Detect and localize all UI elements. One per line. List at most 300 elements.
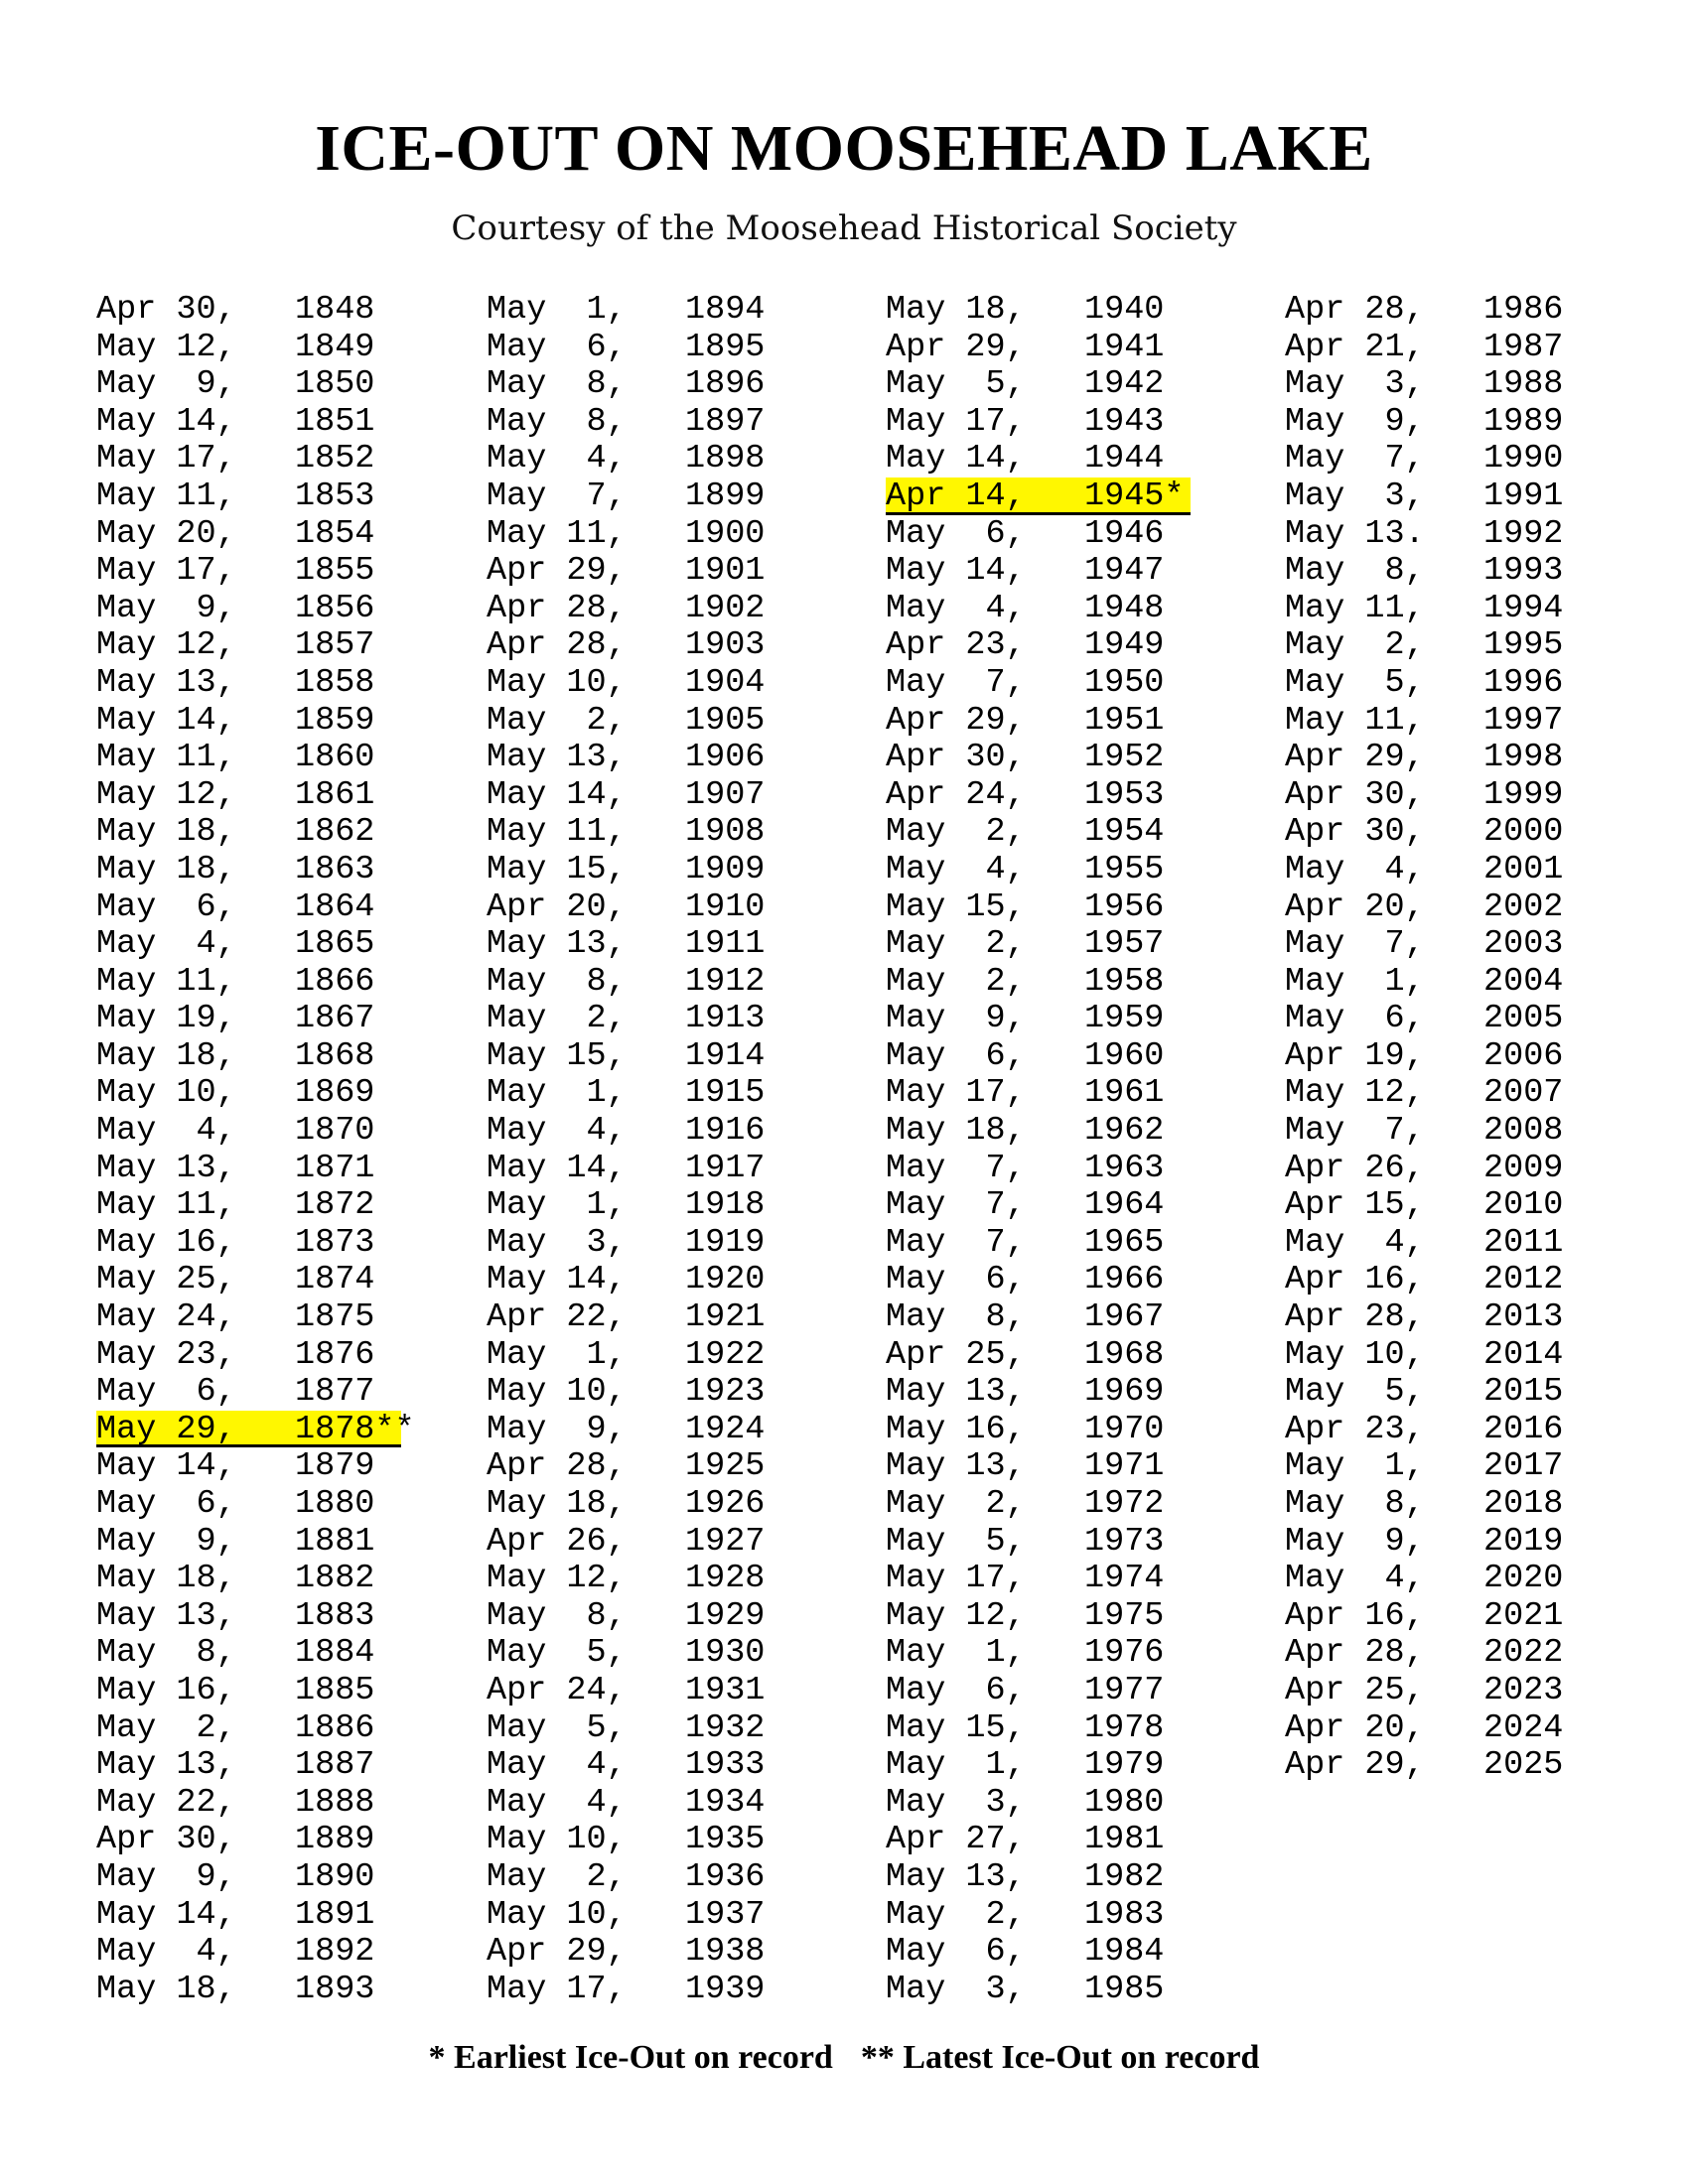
ice-out-date: May 3, (886, 1970, 1026, 2008)
record-row (487, 1933, 791, 1971)
record-row (1285, 590, 1590, 627)
ice-out-year: 1883 (295, 1596, 375, 1635)
ice-out-year: 1922 (685, 1335, 766, 1374)
record-row (886, 739, 1191, 776)
record-row (487, 664, 791, 702)
record-row (886, 403, 1191, 441)
record-row (886, 626, 1191, 664)
ice-out-date: Apr 28, (1285, 291, 1425, 329)
ice-out-year: 1882 (295, 1560, 375, 1598)
ice-out-date: Apr 23, (1285, 1410, 1425, 1448)
ice-out-date: May 5, (886, 1522, 1026, 1561)
ice-out-year: 1862 (295, 813, 375, 852)
record-row (886, 1112, 1191, 1150)
record-row (886, 365, 1191, 403)
ice-out-year: 2012 (1483, 1261, 1564, 1299)
column-4 (1285, 291, 1590, 1784)
ice-out-date: May 11, (487, 813, 627, 852)
ice-out-date: May 25, (96, 1261, 236, 1299)
record-row (1285, 1447, 1590, 1485)
ice-out-year: 1908 (685, 813, 766, 852)
ice-out-year: 1947 (1084, 552, 1165, 591)
record-row (487, 1485, 791, 1523)
record-row (1285, 1112, 1590, 1150)
ice-out-date: May 18, (96, 1970, 236, 2008)
ice-out-date: May 18, (96, 1036, 236, 1075)
record-row (487, 1858, 791, 1896)
ice-out-year: 1996 (1483, 663, 1564, 702)
ice-out-date: May 1, (487, 1074, 627, 1113)
ice-out-date: Apr 14, (886, 477, 1026, 515)
record-row (1285, 440, 1590, 478)
ice-out-date: May 13, (487, 925, 627, 964)
ice-out-year: 2024 (1483, 1708, 1564, 1747)
ice-out-date: Apr 30, (1285, 775, 1425, 814)
ice-out-date: May 4, (886, 850, 1026, 888)
ice-out-year: 1935 (685, 1821, 766, 1859)
record-row (886, 329, 1191, 366)
ice-out-date: May 18, (886, 1112, 1026, 1151)
record-row (96, 1560, 401, 1597)
record-row (96, 888, 401, 926)
record-row (886, 925, 1191, 963)
ice-out-year: 1938 (685, 1933, 766, 1972)
ice-out-year: 1848 (295, 291, 375, 329)
ice-out-date: Apr 29, (487, 1933, 627, 1972)
latest-note: ** Latest Ice-Out on record (860, 2039, 1260, 2076)
record-row (96, 1821, 401, 1858)
ice-out-date: May 6, (886, 1933, 1026, 1972)
ice-out-date: May 11, (96, 739, 236, 777)
record-row (1285, 1298, 1590, 1336)
ice-out-date: May 29, (96, 1410, 236, 1448)
record-row (886, 963, 1191, 1001)
ice-out-date: May 2, (886, 925, 1026, 964)
ice-out-year: 1944 (1084, 440, 1165, 478)
ice-out-date: May 13, (886, 1857, 1026, 1896)
record-row (1285, 1150, 1590, 1187)
ice-out-year: 1923 (685, 1373, 766, 1412)
record-row (487, 478, 791, 515)
record-row (886, 1447, 1191, 1485)
record-row (96, 1074, 401, 1112)
ice-out-year: 1951 (1084, 701, 1165, 740)
ice-out-year: 1880 (295, 1485, 375, 1523)
record-row (487, 851, 791, 888)
ice-out-date: May 8, (487, 402, 627, 441)
ice-out-year: 1981 (1084, 1821, 1165, 1859)
ice-out-year: 1855 (295, 552, 375, 591)
record-row (886, 1074, 1191, 1112)
ice-out-year: 1969 (1084, 1373, 1165, 1412)
ice-out-year: 1974 (1084, 1560, 1165, 1598)
ice-out-date: May 9, (1285, 402, 1425, 441)
ice-out-date: Apr 24, (886, 775, 1026, 814)
ice-out-year: 1931 (685, 1671, 766, 1709)
record-row (886, 1634, 1191, 1672)
ice-out-date: May 14, (886, 440, 1026, 478)
ice-out-date: May 6, (96, 1485, 236, 1523)
ice-out-year: 1859 (295, 701, 375, 740)
ice-out-year: 1916 (685, 1112, 766, 1151)
ice-out-year: 1933 (685, 1746, 766, 1785)
record-row (96, 440, 401, 478)
record-row (1285, 1037, 1590, 1075)
highlighted-record-row (886, 478, 1191, 515)
ice-out-year: 2002 (1483, 887, 1564, 926)
record-row (487, 291, 791, 329)
column-2 (487, 291, 791, 2007)
ice-out-date: May 12, (96, 328, 236, 366)
ice-out-date: Apr 25, (1285, 1671, 1425, 1709)
record-row (96, 590, 401, 627)
ice-out-year: 1982 (1084, 1857, 1165, 1896)
record-row (96, 1523, 401, 1561)
record-row (487, 1597, 791, 1635)
record-row (96, 1000, 401, 1037)
ice-out-year: 1927 (685, 1522, 766, 1561)
ice-out-date: May 9, (886, 1000, 1026, 1038)
ice-out-year: 1885 (295, 1671, 375, 1709)
ice-out-year: 1889 (295, 1821, 375, 1859)
record-row (1285, 1634, 1590, 1672)
ice-out-year: 1907 (685, 775, 766, 814)
ice-out-date: May 4, (96, 1112, 236, 1151)
record-row (886, 702, 1191, 740)
ice-out-date: May 4, (1285, 850, 1425, 888)
ice-out-date: Apr 29, (487, 552, 627, 591)
record-row (487, 813, 791, 851)
ice-out-date: Apr 20, (1285, 1708, 1425, 1747)
ice-out-date: May 2, (886, 1895, 1026, 1934)
ice-out-date: May 4, (96, 925, 236, 964)
record-row (886, 1933, 1191, 1971)
ice-out-year: 1860 (295, 739, 375, 777)
record-row (96, 1112, 401, 1150)
record-row (886, 1672, 1191, 1709)
ice-out-date: May 6, (1285, 1000, 1425, 1038)
ice-out-year: 1989 (1483, 402, 1564, 441)
record-row (487, 1186, 791, 1224)
ice-out-year: 1872 (295, 1186, 375, 1225)
record-row (1285, 291, 1590, 329)
record-row (1285, 739, 1590, 776)
record-row (487, 1784, 791, 1822)
record-row (886, 1298, 1191, 1336)
ice-out-date: May 18, (96, 1560, 236, 1598)
ice-out-year: 1994 (1483, 589, 1564, 627)
ice-out-year: 1943 (1084, 402, 1165, 441)
ice-out-date: May 2, (886, 1485, 1026, 1523)
record-row (487, 1150, 791, 1187)
record-row (96, 1336, 401, 1374)
record-row (1285, 1672, 1590, 1709)
ice-out-date: May 9, (96, 1522, 236, 1561)
ice-out-year: 1912 (685, 962, 766, 1001)
record-row (487, 1261, 791, 1298)
ice-out-year: 1955 (1084, 850, 1165, 888)
ice-out-year: 2019 (1483, 1522, 1564, 1561)
ice-out-year: 1975 (1084, 1596, 1165, 1635)
record-row (1285, 1523, 1590, 1561)
ice-out-year: 1851 (295, 402, 375, 441)
ice-out-date: May 3, (1285, 477, 1425, 515)
ice-out-year: 1954 (1084, 813, 1165, 852)
ice-out-year: 1976 (1084, 1634, 1165, 1673)
ice-out-date: May 7, (886, 1186, 1026, 1225)
record-row (886, 1821, 1191, 1858)
record-row (886, 664, 1191, 702)
ice-out-year: 1990 (1483, 440, 1564, 478)
ice-out-date: May 2, (487, 701, 627, 740)
record-row (96, 776, 401, 814)
record-row (886, 813, 1191, 851)
ice-out-date: May 20, (96, 514, 236, 553)
ice-out-year: 2015 (1483, 1373, 1564, 1412)
ice-out-date: May 2, (1285, 626, 1425, 665)
ice-out-year: 1903 (685, 626, 766, 665)
ice-out-year: 1959 (1084, 1000, 1165, 1038)
record-row (96, 739, 401, 776)
ice-out-date: May 14, (96, 402, 236, 441)
ice-out-year: 1913 (685, 1000, 766, 1038)
ice-out-year: 1904 (685, 663, 766, 702)
ice-out-year: 1881 (295, 1522, 375, 1561)
record-row (487, 552, 791, 590)
ice-out-year: 1869 (295, 1074, 375, 1113)
ice-out-year: 2001 (1483, 850, 1564, 888)
record-row (96, 1858, 401, 1896)
ice-out-year: 1945* (1084, 477, 1185, 515)
record-row (96, 851, 401, 888)
ice-out-year: 1963 (1084, 1149, 1165, 1187)
ice-out-date: Apr 26, (1285, 1149, 1425, 1187)
record-row (487, 1709, 791, 1747)
record-row (96, 1447, 401, 1485)
record-row (96, 1224, 401, 1262)
ice-out-date: May 13, (886, 1373, 1026, 1412)
ice-out-year: 1886 (295, 1708, 375, 1747)
ice-out-date: Apr 28, (1285, 1634, 1425, 1673)
ice-out-year: 1979 (1084, 1746, 1165, 1785)
record-row (487, 925, 791, 963)
ice-out-date: May 7, (487, 477, 627, 515)
ice-out-date: May 14, (487, 1149, 627, 1187)
ice-out-date: May 14, (96, 1447, 236, 1486)
ice-out-date: Apr 28, (487, 626, 627, 665)
ice-out-year: 1958 (1084, 962, 1165, 1001)
ice-out-year: 2007 (1483, 1074, 1564, 1113)
ice-out-year: 1936 (685, 1857, 766, 1896)
record-row (886, 1858, 1191, 1896)
page-title: ICE-OUT ON MOOSEHEAD LAKE (315, 112, 1373, 185)
record-row (487, 1523, 791, 1561)
ice-out-year: 1909 (685, 850, 766, 888)
ice-out-date: May 6, (487, 328, 627, 366)
record-row (1285, 776, 1590, 814)
record-row (886, 888, 1191, 926)
ice-out-date: May 15, (487, 1036, 627, 1075)
ice-out-date: May 18, (886, 291, 1026, 329)
record-row (886, 552, 1191, 590)
record-row (886, 1150, 1191, 1187)
record-row (487, 1971, 791, 2008)
record-row (1285, 626, 1590, 664)
ice-out-date: May 16, (96, 1671, 236, 1709)
ice-out-date: Apr 16, (1285, 1261, 1425, 1299)
record-row (886, 1186, 1191, 1224)
record-row (487, 1821, 791, 1858)
ice-out-year: 1892 (295, 1933, 375, 1972)
column-3 (886, 291, 1191, 2007)
page-subtitle: Courtesy of the Moosehead Historical Society (451, 208, 1237, 248)
record-row (1285, 552, 1590, 590)
ice-out-date: May 11, (1285, 589, 1425, 627)
record-row (487, 1411, 791, 1448)
record-row (1285, 1411, 1590, 1448)
ice-out-date: Apr 27, (886, 1821, 1026, 1859)
ice-out-year: 1948 (1084, 589, 1165, 627)
ice-out-year: 2020 (1483, 1560, 1564, 1598)
ice-out-date: Apr 29, (886, 328, 1026, 366)
ice-out-year: 1926 (685, 1485, 766, 1523)
ice-out-date: May 3, (487, 1223, 627, 1262)
ice-out-date: Apr 28, (1285, 1298, 1425, 1337)
ice-out-year: 2005 (1483, 1000, 1564, 1038)
ice-out-year: 1877 (295, 1373, 375, 1412)
record-row (886, 1411, 1191, 1448)
record-row (886, 590, 1191, 627)
record-row (1285, 329, 1590, 366)
ice-out-date: May 8, (1285, 1485, 1425, 1523)
record-row (487, 1373, 791, 1411)
ice-out-year: 1987 (1483, 328, 1564, 366)
ice-out-year: 1854 (295, 514, 375, 553)
ice-out-year: 1895 (685, 328, 766, 366)
ice-out-year: 1997 (1483, 701, 1564, 740)
record-row (886, 1597, 1191, 1635)
record-row (1285, 888, 1590, 926)
ice-out-date: May 18, (96, 813, 236, 852)
ice-out-date: May 13, (96, 1746, 236, 1785)
record-row (96, 1037, 401, 1075)
ice-out-date: May 2, (487, 1000, 627, 1038)
ice-out-date: Apr 28, (487, 589, 627, 627)
ice-out-date: May 11, (96, 477, 236, 515)
ice-out-year: 2021 (1483, 1596, 1564, 1635)
ice-out-year: 1985 (1084, 1970, 1165, 2008)
ice-out-date: May 4, (487, 1746, 627, 1785)
ice-out-date: May 12, (886, 1596, 1026, 1635)
ice-out-date: Apr 29, (886, 701, 1026, 740)
ice-out-year: 1999 (1483, 775, 1564, 814)
ice-out-date: May 11, (1285, 701, 1425, 740)
ice-out-date: May 11, (96, 962, 236, 1001)
ice-out-year: 1894 (685, 291, 766, 329)
ice-out-date: May 14, (96, 1895, 236, 1934)
ice-out-date: Apr 22, (487, 1298, 627, 1337)
earliest-note: * Earliest Ice-Out on record (428, 2039, 833, 2076)
ice-out-year: 1991 (1483, 477, 1564, 515)
ice-out-date: May 13, (96, 1596, 236, 1635)
record-row (96, 813, 401, 851)
record-row (1285, 1709, 1590, 1747)
ice-out-date: May 9, (96, 365, 236, 404)
record-row (96, 403, 401, 441)
record-row (96, 925, 401, 963)
ice-out-year: 1911 (685, 925, 766, 964)
record-row (1285, 1485, 1590, 1523)
record-row (487, 626, 791, 664)
ice-out-date: May 8, (886, 1298, 1026, 1337)
record-row (886, 1336, 1191, 1374)
ice-out-year: 1956 (1084, 887, 1165, 926)
ice-out-year: 1966 (1084, 1261, 1165, 1299)
ice-out-year: 1876 (295, 1335, 375, 1374)
ice-out-date: May 1, (886, 1634, 1026, 1673)
ice-out-date: May 3, (886, 1783, 1026, 1822)
record-row (487, 1672, 791, 1709)
record-row (487, 1224, 791, 1262)
record-row (886, 1971, 1191, 2008)
ice-out-date: May 8, (487, 962, 627, 1001)
ice-out-date: May 1, (487, 1335, 627, 1374)
ice-out-date: Apr 16, (1285, 1596, 1425, 1635)
ice-out-date: May 7, (1285, 925, 1425, 964)
ice-out-year: 1957 (1084, 925, 1165, 964)
record-row (886, 1485, 1191, 1523)
ice-out-year: 1977 (1084, 1671, 1165, 1709)
ice-out-year: 1968 (1084, 1335, 1165, 1374)
record-row (96, 1672, 401, 1709)
ice-out-year: 1901 (685, 552, 766, 591)
ice-out-date: May 11, (96, 1186, 236, 1225)
ice-out-date: May 8, (96, 1634, 236, 1673)
ice-out-year: 1929 (685, 1596, 766, 1635)
ice-out-date: May 6, (886, 514, 1026, 553)
ice-out-year: 1915 (685, 1074, 766, 1113)
ice-out-date: May 15, (886, 887, 1026, 926)
ice-out-year: 1946 (1084, 514, 1165, 553)
ice-out-year: 2004 (1483, 962, 1564, 1001)
record-row (96, 664, 401, 702)
ice-out-year: 1980 (1084, 1783, 1165, 1822)
ice-out-year: 2003 (1483, 925, 1564, 964)
ice-out-date: May 13, (96, 663, 236, 702)
ice-out-year: 1970 (1084, 1410, 1165, 1448)
ice-out-date: May 17, (886, 1074, 1026, 1113)
ice-out-year: 2009 (1483, 1149, 1564, 1187)
record-row (487, 739, 791, 776)
ice-out-date: Apr 30, (96, 1821, 236, 1859)
record-row (1285, 1000, 1590, 1037)
ice-out-date: May 4, (886, 589, 1026, 627)
record-row (487, 329, 791, 366)
record-row (96, 702, 401, 740)
ice-out-year: 1967 (1084, 1298, 1165, 1337)
ice-out-year: 1879 (295, 1447, 375, 1486)
record-row (1285, 1597, 1590, 1635)
ice-out-date: May 18, (96, 850, 236, 888)
record-row (1285, 1560, 1590, 1597)
ice-out-date: May 4, (96, 1933, 236, 1972)
ice-out-date: May 9, (487, 1410, 627, 1448)
ice-out-year: 1919 (685, 1223, 766, 1262)
ice-out-date: May 16, (96, 1223, 236, 1262)
record-row (1285, 403, 1590, 441)
ice-out-year: 2016 (1483, 1410, 1564, 1448)
ice-out-year: 1890 (295, 1857, 375, 1896)
